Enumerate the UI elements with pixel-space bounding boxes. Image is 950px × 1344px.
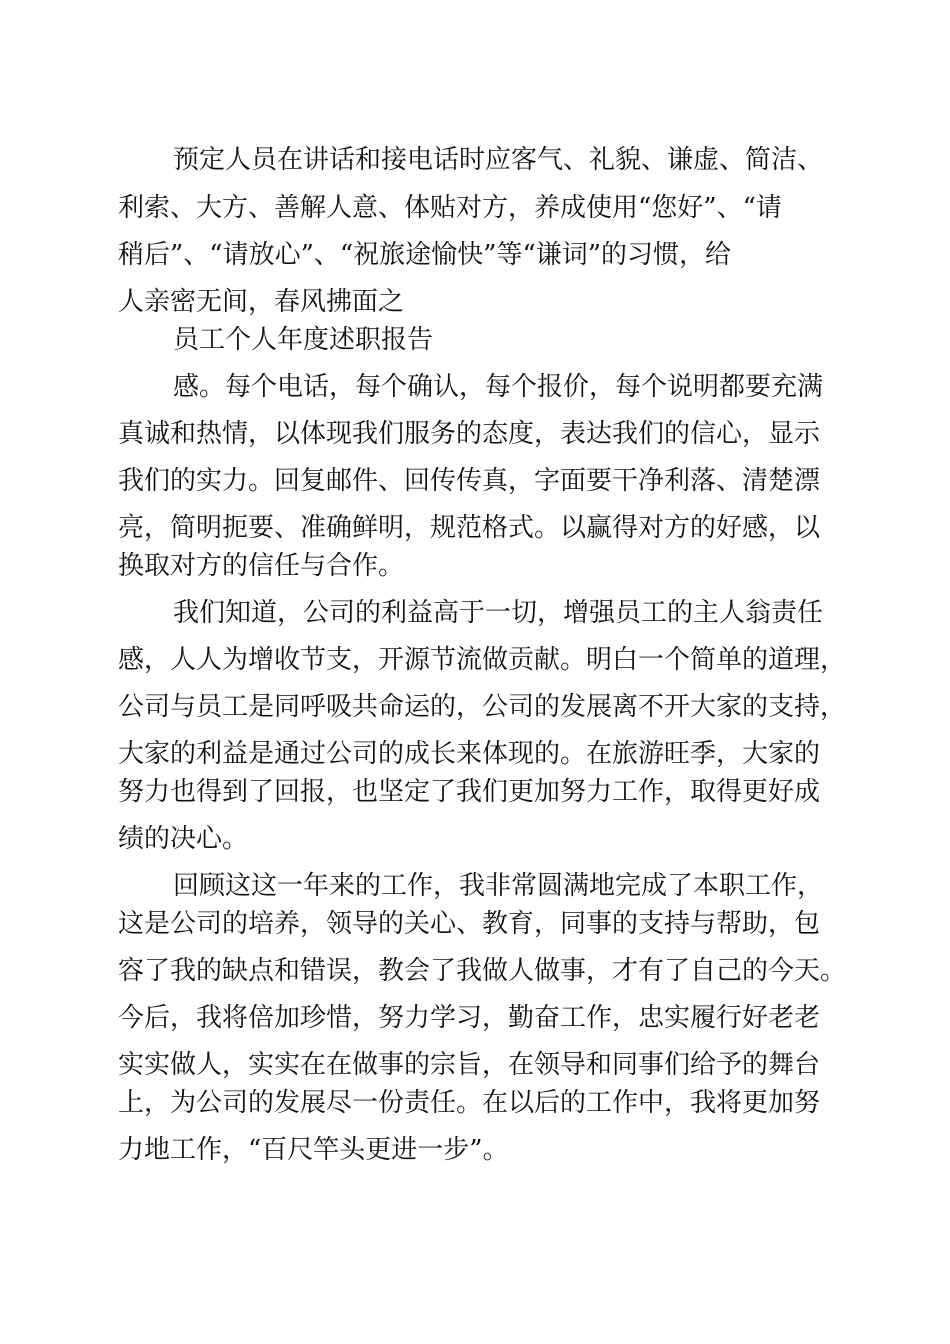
text-line: 这是公司的培养，领导的关心、教育，同事的支持与帮助，包	[118, 909, 821, 939]
text-line: 感，人人为增收节支，开源节流做贡献。明白一个简单的道理，	[118, 645, 847, 675]
paragraph-1-line-3	[0, 232, 950, 278]
report-subtitle	[0, 317, 950, 363]
text-line: 感。每个电话，每个确认，每个报价，每个说明都要充满	[173, 372, 824, 402]
paragraph-2-line-5	[0, 543, 950, 589]
paragraph-1-line-1	[0, 137, 950, 183]
paragraph-3-line-5	[0, 769, 950, 815]
text-line: 人亲密无间，春风拂面之	[118, 287, 405, 317]
text-line: 努力也得到了回报，也坚定了我们更加努力工作，取得更好成	[118, 777, 821, 807]
text-line: 大家的利益是通过公司的成长来体现的。在旅游旺季，大家的	[118, 739, 821, 769]
text-line: 利索、大方、善解人意、体贴对方，养成使用“您好”、“请	[118, 193, 782, 223]
paragraph-4-line-3	[0, 948, 950, 994]
text-line: 我们的实力。回复邮件、回传传真，字面要干净利落、清楚漂	[118, 466, 821, 496]
text-line: 公司与员工是同呼吸共命运的，公司的发展离不开大家的支持，	[118, 692, 847, 722]
text-line: 真诚和热情，以体现我们服务的态度，表达我们的信心，显示	[118, 419, 821, 449]
paragraph-4-line-7	[0, 1127, 950, 1173]
text-line: 绩的决心。	[118, 824, 249, 854]
paragraph-2-line-3	[0, 458, 950, 504]
paragraph-3-line-1	[0, 590, 950, 636]
paragraph-2-line-1	[0, 364, 950, 410]
text-line: 力地工作，“百尺竿头更进一步”。	[118, 1135, 509, 1165]
paragraph-4-line-6	[0, 1080, 950, 1126]
paragraph-3-line-2	[0, 637, 950, 683]
paragraph-4-line-4	[0, 995, 950, 1041]
text-line: 回顾这这一年来的工作，我非常圆满地完成了本职工作，	[173, 871, 824, 901]
paragraph-4-line-2	[0, 901, 950, 947]
text-line: 实实做人，实实在在做事的宗旨，在领导和同事们给予的舞台	[118, 1050, 821, 1080]
text-line: 员工个人年度述职报告	[173, 325, 434, 355]
paragraph-1-line-2	[0, 185, 950, 231]
text-line: 上，为公司的发展尽一份责任。在以后的工作中，我将更加努	[118, 1088, 821, 1118]
paragraph-3-line-3	[0, 684, 950, 730]
text-line: 稍后”、“请放心”、“祝旅途愉快”等“谦词”的习惯，给	[118, 240, 732, 270]
text-line: 亮，简明扼要、准确鲜明，规范格式。以赢得对方的好感，以	[118, 513, 821, 543]
text-line: 预定人员在讲话和接电话时应客气、礼貌、谦虚、简洁、	[173, 145, 824, 175]
text-line: 容了我的缺点和错误，教会了我做人做事，才有了自己的今天。	[118, 956, 847, 986]
text-line: 我们知道，公司的利益高于一切，增强员工的主人翁责任	[173, 598, 824, 628]
text-line: 今后，我将倍加珍惜，努力学习，勤奋工作，忠实履行好老老	[118, 1003, 821, 1033]
paragraph-2-line-2	[0, 411, 950, 457]
paragraph-3-line-6	[0, 816, 950, 862]
text-line: 换取对方的信任与合作。	[118, 551, 405, 581]
